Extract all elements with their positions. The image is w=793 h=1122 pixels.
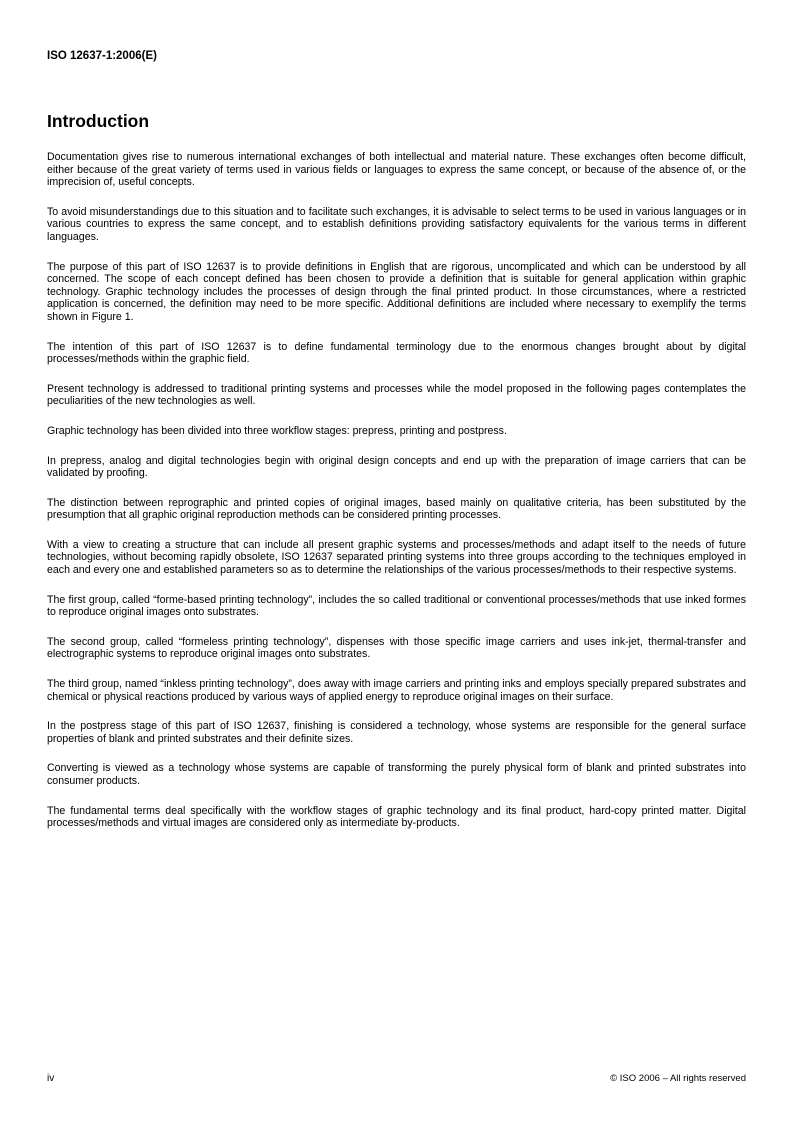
paragraph: The third group, named “inkless printing technology”, does away with image carriers and printing inks and employs specially prepared substrates and chemical or physical reactions produced by various ways of applied energy to reproduce original images on their surface. <box>47 678 746 703</box>
paragraph: The fundamental terms deal specifically with the workflow stages of graphic technology and its final product, hard-copy printed matter. Digital processes/methods and virtual images are considered only as intermediate by-products. <box>47 804 746 830</box>
paragraph: The intention of this part of ISO 12637 is to define fundamental terminology due to the enormous changes brought about by digital processes/methods within the graphic field. <box>47 340 746 366</box>
document-id-header: ISO 12637-1:2006(E) <box>47 50 157 62</box>
paragraph: In prepress, analog and digital technologies begin with original design concepts and end up with the preparation of image carriers that can be validated by proofing. <box>47 454 746 480</box>
paragraph: The purpose of this part of ISO 12637 is to provide definitions in English that are rigorous, uncomplicated and which can be understood by all concerned. The scope of each concept defined has been chosen to provide a definition that is suitable for general application within graphic technology. Graphic technology includes the processes of design through the final printed product. In those circumstances, where a restricted application is concerned, the definition may need to be more specific. Additional definitions are included where necessary to exemplify the terms shown in Figure 1. <box>47 260 746 323</box>
copyright-notice: © ISO 2006 – All rights reserved <box>610 1073 746 1084</box>
page-number: iv <box>47 1073 55 1084</box>
paragraph: The second group, called “formeless printing technology”, dispenses with those specific image carriers and uses ink-jet, thermal-transfer and electrographic systems to reproduce original images onto substrates. <box>47 635 746 661</box>
paragraph: Present technology is addressed to traditional printing systems and processes while the model proposed in the following pages contemplates the peculiarities of the new technologies as well. <box>47 382 746 408</box>
paragraph: In the postpress stage of this part of ISO 12637, finishing is considered a technology, whose systems are responsible for the general surface properties of blank and printed substrates and their definite sizes. <box>47 720 746 745</box>
introduction-body <box>47 151 746 847</box>
paragraph: The distinction between reprographic and printed copies of original images, based mainly on qualitative criteria, has been substituted by the presumption that all graphic original reproduction methods can be considered printing processes. <box>47 496 746 522</box>
paragraph: Graphic technology has been divided into three workflow stages: prepress, printing and postpress. <box>47 424 507 437</box>
paragraph: To avoid misunderstandings due to this situation and to facilitate such exchanges, it is advisable to select terms to be used in various languages or in various countries to express the same concept, and to establish definitions providing satisfactory equivalents for the various terms in different languages. <box>47 205 746 243</box>
paragraph: Documentation gives rise to numerous international exchanges of both intellectual and material nature. These exchanges often become difficult, either because of the great variety of terms used in various fields or languages to express the same concept, or because of the absence of, or the imprecision of, useful concepts. <box>47 151 746 189</box>
paragraph: Converting is viewed as a technology whose systems are capable of transforming the purely physical form of blank and printed substrates into consumer products. <box>47 762 746 787</box>
paragraph: The first group, called “forme-based printing technology”, includes the so called traditional or conventional processes/methods that use inked formes to reproduce original images onto substrates. <box>47 593 746 619</box>
section-title: Introduction <box>47 111 150 131</box>
paragraph: With a view to creating a structure that can include all present graphic systems and processes/methods and adapt itself to the needs of future technologies, without becoming rapidly obsolete, ISO 12637 separated printing systems into three groups according to the techniques employed in each and every one and established parameters so as to determine the relationships of the various processes/methods to their respective systems. <box>47 538 746 577</box>
